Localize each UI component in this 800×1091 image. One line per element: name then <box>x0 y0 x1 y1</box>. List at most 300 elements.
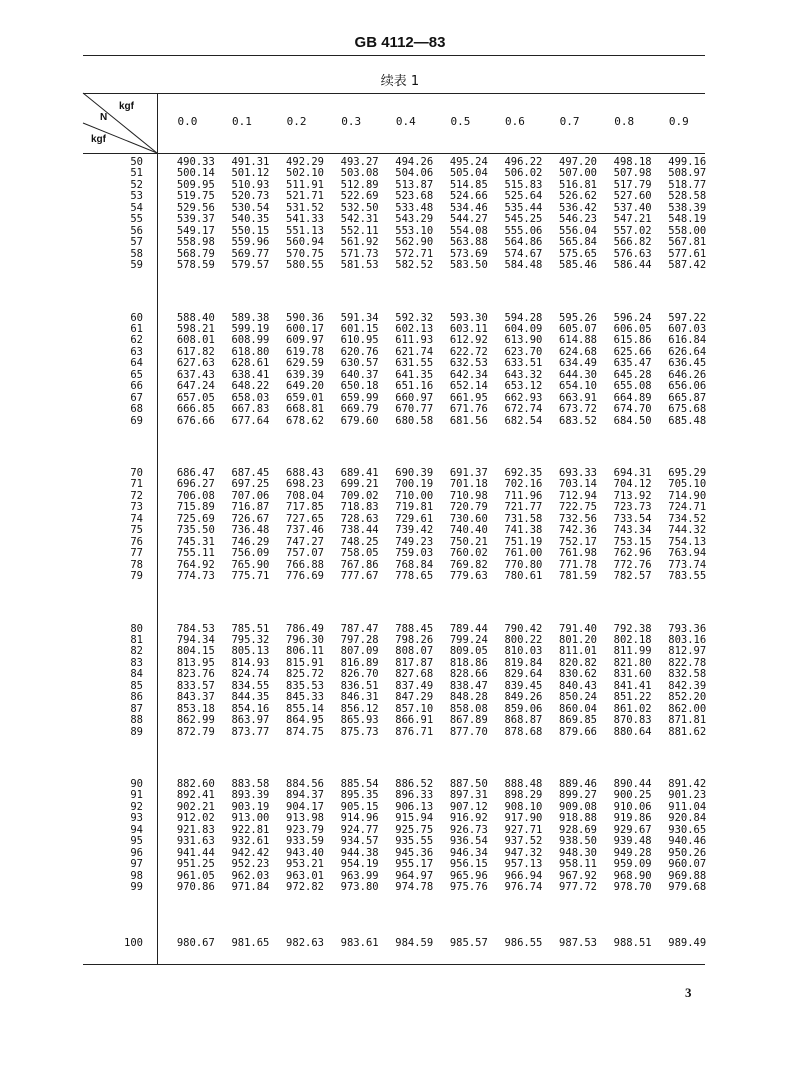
table-cell: 647.24 <box>176 380 215 393</box>
column-header: 0.4 <box>395 115 416 128</box>
table-cell: 562.90 <box>395 236 434 249</box>
table-cell: 930.65 <box>668 823 707 836</box>
table-cell: 572.71 <box>395 247 434 260</box>
table-cell: 659.01 <box>286 391 324 404</box>
table-cell: 949.28 <box>613 846 652 859</box>
table-cell: 749.23 <box>395 535 434 548</box>
table-cell: 528.58 <box>668 190 707 203</box>
table-cell: 986.55 <box>504 937 543 949</box>
table-cell: 752.17 <box>559 535 597 548</box>
table-cell: 695.29 <box>668 467 707 479</box>
table-cell: 874.75 <box>286 725 324 738</box>
table-cell: 496.22 <box>504 156 543 168</box>
table-cell: 643.32 <box>504 368 543 381</box>
table-cell: 633.51 <box>504 357 543 370</box>
table-cell: 654.10 <box>559 380 597 393</box>
table-cell: 585.46 <box>559 259 597 272</box>
table-cell: 513.87 <box>395 178 434 191</box>
table-cell: 946.34 <box>449 846 488 859</box>
table-cell: 861.02 <box>613 702 652 715</box>
table-cell: 894.37 <box>286 789 324 802</box>
table-cell: 945.36 <box>395 846 434 859</box>
table-cell: 542.31 <box>340 213 379 226</box>
table-cell: 933.59 <box>286 835 324 848</box>
table-cell: 675.68 <box>668 403 707 416</box>
table-cell: 493.27 <box>340 156 379 168</box>
table-cell: 723.73 <box>613 501 652 514</box>
table-cell: 683.52 <box>559 414 597 427</box>
newton-value: 81 <box>130 633 143 646</box>
table-cell: 904.17 <box>286 800 324 813</box>
table-cell: 921.83 <box>176 823 215 836</box>
table-cell: 821.80 <box>613 656 652 669</box>
table-cell: 580.55 <box>286 259 324 272</box>
table-cell: 491.31 <box>231 156 270 168</box>
table-cell: 573.69 <box>449 247 488 260</box>
table-cell: 761.98 <box>559 547 597 560</box>
table-cell: 775.71 <box>231 570 270 583</box>
table-cell: 780.61 <box>504 570 543 583</box>
table-cell: 566.82 <box>613 236 652 249</box>
table-cell: 545.25 <box>504 213 543 226</box>
table-cell: 827.68 <box>395 668 434 681</box>
newton-value: 71 <box>130 478 143 491</box>
table-cell: 556.04 <box>559 224 597 237</box>
table-cell: 915.94 <box>395 812 434 825</box>
table-cell: 987.53 <box>559 937 597 949</box>
table-cell: 525.64 <box>504 190 543 203</box>
table-cell: 583.50 <box>449 259 488 272</box>
table-cell: 906.13 <box>395 800 434 813</box>
table-cell: 645.28 <box>613 368 652 381</box>
table-cell: 867.89 <box>449 714 488 727</box>
table-cell: 563.88 <box>449 236 488 249</box>
table-cell: 838.47 <box>449 679 488 692</box>
table-cell: 783.55 <box>668 570 707 583</box>
table-cell: 969.88 <box>668 869 707 882</box>
table-cell: 784.53 <box>176 622 215 635</box>
table-cell: 754.13 <box>668 535 707 548</box>
table-cell: 570.75 <box>286 247 324 260</box>
table-cell: 903.19 <box>231 800 270 813</box>
table-cell: 551.13 <box>286 224 324 237</box>
table-cell: 662.93 <box>504 391 543 404</box>
table-cell: 611.93 <box>395 334 434 347</box>
table-cell: 523.68 <box>395 190 434 203</box>
table-cell: 497.20 <box>559 156 597 168</box>
table-cell: 547.21 <box>613 213 652 226</box>
table-cell: 554.08 <box>449 224 488 237</box>
table-cell: 619.78 <box>286 345 324 358</box>
table-cell: 880.64 <box>613 725 652 738</box>
table-cell: 960.07 <box>668 858 707 871</box>
table-cell: 938.50 <box>559 835 597 848</box>
table-cell: 785.51 <box>231 622 270 635</box>
newton-value: 93 <box>130 812 143 825</box>
newton-value: 50 <box>130 156 143 168</box>
newton-value: 87 <box>130 702 143 715</box>
column-header: 0.7 <box>559 115 580 128</box>
table-cell: 813.95 <box>176 656 215 669</box>
table-cell: 544.27 <box>449 213 488 226</box>
table-cell: 931.63 <box>176 835 215 848</box>
table-cell: 902.21 <box>176 800 215 813</box>
column-header: 0.3 <box>341 115 362 128</box>
table-cell: 895.35 <box>340 789 379 802</box>
table-row <box>83 938 705 950</box>
table-cell: 706.08 <box>176 489 215 502</box>
table-cell: 629.59 <box>286 357 324 370</box>
newton-value: 91 <box>130 789 143 802</box>
table-cell: 697.25 <box>231 478 270 491</box>
table-cell: 877.70 <box>449 725 488 738</box>
table-cell: 951.25 <box>176 858 215 871</box>
table-cell: 500.14 <box>176 167 215 180</box>
table-cell: 907.12 <box>449 800 488 813</box>
table-cell: 955.17 <box>395 858 434 871</box>
table-cell: 830.62 <box>559 668 597 681</box>
table-cell: 963.01 <box>286 869 324 882</box>
table-cell: 657.05 <box>176 391 215 404</box>
table-cell: 555.06 <box>504 224 543 237</box>
table-cell: 774.73 <box>176 570 215 583</box>
table-cell: 691.37 <box>449 467 488 479</box>
table-cell: 911.04 <box>668 800 707 813</box>
table-cell: 905.15 <box>340 800 379 813</box>
table-cell: 679.60 <box>340 414 379 427</box>
table-cell: 684.50 <box>613 414 652 427</box>
table-cell: 959.09 <box>613 858 652 871</box>
table-cell: 747.27 <box>286 535 324 548</box>
table-cell: 761.00 <box>504 547 543 560</box>
table-cell: 677.64 <box>231 414 270 427</box>
table-cell: 638.41 <box>231 368 270 381</box>
table-cell: 607.03 <box>668 322 707 335</box>
table-cell: 828.66 <box>449 668 488 681</box>
table-cell: 560.94 <box>286 236 324 249</box>
table-cell: 924.77 <box>340 823 379 836</box>
table-cell: 531.52 <box>286 201 324 214</box>
newton-value: 54 <box>130 201 143 214</box>
table-cell: 985.57 <box>449 937 488 949</box>
newton-value: 77 <box>130 547 143 560</box>
newton-value: 65 <box>130 368 143 381</box>
newton-value: 63 <box>130 345 143 358</box>
table-cell: 759.03 <box>395 547 434 560</box>
table-cell: 928.69 <box>559 823 597 836</box>
newton-value: 70 <box>130 467 143 479</box>
table-cell: 988.51 <box>613 937 652 949</box>
table-cell: 590.36 <box>286 311 324 324</box>
table-cell: 533.48 <box>395 201 434 214</box>
newton-value: 76 <box>130 535 143 548</box>
table-cell: 743.34 <box>613 524 652 537</box>
newton-value: 51 <box>130 167 143 180</box>
table-cell: 883.58 <box>231 778 270 790</box>
newton-value: 62 <box>130 334 143 347</box>
table-cell: 910.06 <box>613 800 652 813</box>
table-cell: 578.59 <box>176 259 215 272</box>
table-cell: 558.00 <box>668 224 707 237</box>
newton-value: 78 <box>130 558 143 571</box>
table-cell: 553.10 <box>395 224 434 237</box>
table-cell: 772.76 <box>613 558 652 571</box>
table-cell: 849.26 <box>504 691 543 704</box>
table-cell: 615.86 <box>613 334 652 347</box>
table-cell: 707.06 <box>231 489 270 502</box>
table-cell: 507.98 <box>613 167 652 180</box>
table-cell: 728.63 <box>340 512 379 525</box>
table-cell: 644.30 <box>559 368 597 381</box>
page-number: 3 <box>685 985 692 1000</box>
newton-value: 88 <box>130 714 143 727</box>
table-cell: 509.95 <box>176 178 215 191</box>
table-cell: 852.20 <box>668 691 707 704</box>
table-cell: 674.70 <box>613 403 652 416</box>
table-cell: 557.02 <box>613 224 652 237</box>
table-cell: 575.65 <box>559 247 597 260</box>
table-cell: 701.18 <box>449 478 488 491</box>
table-cell: 922.81 <box>231 823 270 836</box>
table-cell: 672.74 <box>504 403 543 416</box>
newton-value: 53 <box>130 190 143 203</box>
table-cell: 833.57 <box>176 679 215 692</box>
newton-value: 67 <box>130 391 143 404</box>
table-cell: 753.15 <box>613 535 652 548</box>
table-cell: 635.47 <box>613 357 652 370</box>
table-cell: 602.13 <box>395 322 434 335</box>
table-cell: 934.57 <box>340 835 379 848</box>
table-cell: 858.08 <box>449 702 488 715</box>
table-cell: 510.93 <box>231 178 270 191</box>
table-cell: 863.97 <box>231 714 270 727</box>
table-cell: 546.23 <box>559 213 597 226</box>
table-cell: 796.30 <box>286 633 324 646</box>
table-cell: 552.11 <box>340 224 379 237</box>
table-cell: 648.22 <box>231 380 270 393</box>
newton-value: 57 <box>130 236 143 249</box>
newton-value: 68 <box>130 403 143 416</box>
table-cell: 637.43 <box>176 368 215 381</box>
table-cell: 650.18 <box>340 380 379 393</box>
table-cell: 970.86 <box>176 881 215 894</box>
newton-value: 92 <box>130 800 143 813</box>
table-cell: 692.35 <box>504 467 543 479</box>
table-cell: 809.05 <box>449 645 488 658</box>
table-cell: 741.38 <box>504 524 543 537</box>
table-cell: 966.94 <box>504 869 543 882</box>
table-cell: 622.72 <box>449 345 488 358</box>
table-cell: 765.90 <box>231 558 270 571</box>
table-cell: 682.54 <box>504 414 543 427</box>
table-cell: 669.79 <box>340 403 379 416</box>
table-cell: 687.45 <box>231 467 270 479</box>
table-cell: 614.88 <box>559 334 597 347</box>
table-cell: 621.74 <box>395 345 434 358</box>
table-cell: 823.76 <box>176 668 215 681</box>
table-cell: 834.55 <box>231 679 270 692</box>
corner-unit-top: kgf <box>119 101 134 112</box>
newton-value: 74 <box>130 512 143 525</box>
table-cell: 782.57 <box>613 570 652 583</box>
table-cell: 550.15 <box>231 224 270 237</box>
table-cell: 689.41 <box>340 467 379 479</box>
table-cell: 653.12 <box>504 380 543 393</box>
newton-value: 66 <box>130 380 143 393</box>
table-cell: 724.71 <box>668 501 707 514</box>
table-cell: 795.32 <box>231 633 270 646</box>
table-cell: 618.80 <box>231 345 270 358</box>
table-top-rule <box>83 93 705 94</box>
table-cell: 879.66 <box>559 725 597 738</box>
table-cell: 900.25 <box>613 789 652 802</box>
table-cell: 726.67 <box>231 512 270 525</box>
newton-value: 94 <box>130 823 143 836</box>
table-cell: 898.29 <box>504 789 543 802</box>
table-cell: 649.20 <box>286 380 324 393</box>
table-cell: 794.34 <box>176 633 215 646</box>
table-cell: 512.89 <box>340 178 379 191</box>
table-cell: 776.69 <box>286 570 324 583</box>
table-cell: 526.62 <box>559 190 597 203</box>
table-cell: 738.44 <box>340 524 379 537</box>
table-cell: 710.98 <box>449 489 488 502</box>
table-cell: 978.70 <box>613 881 652 894</box>
table-cell: 592.32 <box>395 311 434 324</box>
table-cell: 814.93 <box>231 656 270 669</box>
table-cell: 549.17 <box>176 224 215 237</box>
table-cell: 634.49 <box>559 357 597 370</box>
table-cell: 612.92 <box>449 334 488 347</box>
table-cell: 897.31 <box>449 789 488 802</box>
table-cell: 699.21 <box>340 478 379 491</box>
table-cell: 639.39 <box>286 368 324 381</box>
table-cell: 756.09 <box>231 547 270 560</box>
table-cell: 641.35 <box>395 368 434 381</box>
table-cell: 891.42 <box>668 778 707 790</box>
table-cell: 519.75 <box>176 190 215 203</box>
table-cell: 568.79 <box>176 247 215 260</box>
table-cell: 778.65 <box>395 570 434 583</box>
table-cell: 899.27 <box>559 789 597 802</box>
table-cell: 804.15 <box>176 645 215 658</box>
table-cell: 961.05 <box>176 869 215 882</box>
table-cell: 712.94 <box>559 489 597 502</box>
table-cell: 539.37 <box>176 213 215 226</box>
table-cell: 965.96 <box>449 869 488 882</box>
table-cell: 793.36 <box>668 622 707 635</box>
table-cell: 623.70 <box>504 345 543 358</box>
table-cell: 881.62 <box>668 725 707 738</box>
table-cell: 722.75 <box>559 501 597 514</box>
table-cell: 608.01 <box>176 334 215 347</box>
table-cell: 671.76 <box>449 403 488 416</box>
table-cell: 779.63 <box>449 570 488 583</box>
table-cell: 532.50 <box>340 201 379 214</box>
table-cell: 717.85 <box>286 501 324 514</box>
continued-table-label: 续表 1 <box>380 74 420 89</box>
table-cell: 527.60 <box>613 190 652 203</box>
table-cell: 835.53 <box>286 679 324 692</box>
table-cell: 825.72 <box>286 668 324 681</box>
table-cell: 666.85 <box>176 403 215 416</box>
table-cell: 940.46 <box>668 835 707 848</box>
table-cell: 625.66 <box>613 345 652 358</box>
table-cell: 952.23 <box>231 858 270 871</box>
table-cell: 918.88 <box>559 812 597 825</box>
table-cell: 536.42 <box>559 201 597 214</box>
table-header-rule <box>83 153 705 154</box>
table-cell: 967.92 <box>559 869 597 882</box>
table-cell: 530.54 <box>231 201 270 214</box>
table-cell: 521.71 <box>286 190 324 203</box>
table-cell: 901.23 <box>668 789 707 802</box>
table-cell: 595.26 <box>559 311 597 324</box>
table-cell: 766.88 <box>286 558 324 571</box>
table-cell: 842.39 <box>668 679 707 692</box>
table-cell: 854.16 <box>231 702 270 715</box>
table-cell: 829.64 <box>504 668 543 681</box>
table-cell: 499.16 <box>668 156 707 168</box>
table-cell: 658.03 <box>231 391 270 404</box>
table-cell: 587.42 <box>668 259 707 272</box>
table-cell: 498.18 <box>613 156 652 168</box>
newton-value: 58 <box>130 247 143 260</box>
table-cell: 696.27 <box>176 478 215 491</box>
table-cell: 501.12 <box>231 167 270 180</box>
table-cell: 736.48 <box>231 524 270 537</box>
table-cell: 729.61 <box>395 512 434 525</box>
table-cell: 926.73 <box>449 823 488 836</box>
table-cell: 908.10 <box>504 800 543 813</box>
table-cell: 541.33 <box>286 213 324 226</box>
table-cell: 801.20 <box>559 633 597 646</box>
table-cell: 704.12 <box>613 478 652 491</box>
table-cell: 777.67 <box>340 570 379 583</box>
table-cell: 685.48 <box>668 414 707 427</box>
table-cell: 718.83 <box>340 501 379 514</box>
table-cell: 979.68 <box>668 881 707 894</box>
table-cell: 584.48 <box>504 259 543 272</box>
table-cell: 596.24 <box>613 311 652 324</box>
table-cell: 624.68 <box>559 345 597 358</box>
newton-value: 99 <box>130 881 143 894</box>
table-cell: 888.48 <box>504 778 543 790</box>
table-cell: 871.81 <box>668 714 707 727</box>
table-cell: 836.51 <box>340 679 379 692</box>
table-cell: 937.52 <box>504 835 543 848</box>
table-cell: 755.11 <box>176 547 215 560</box>
table-row <box>83 882 705 894</box>
table-cell: 984.59 <box>395 937 434 949</box>
table-cell: 492.29 <box>286 156 324 168</box>
table-cell: 670.77 <box>395 403 434 416</box>
table-cell: 514.85 <box>449 178 488 191</box>
table-cell: 655.08 <box>613 380 652 393</box>
table-cell: 490.33 <box>176 156 215 168</box>
table-cell: 599.19 <box>231 322 270 335</box>
newton-value: 96 <box>130 846 143 859</box>
table-cell: 663.91 <box>559 391 597 404</box>
table-cell: 791.40 <box>559 622 597 635</box>
table-cell: 769.82 <box>449 558 488 571</box>
table-cell: 920.84 <box>668 812 707 825</box>
table-cell: 740.40 <box>449 524 488 537</box>
newton-value: 69 <box>130 414 143 427</box>
table-cell: 878.68 <box>504 725 543 738</box>
table-cell: 962.03 <box>231 869 270 882</box>
table-cell: 681.56 <box>449 414 488 427</box>
